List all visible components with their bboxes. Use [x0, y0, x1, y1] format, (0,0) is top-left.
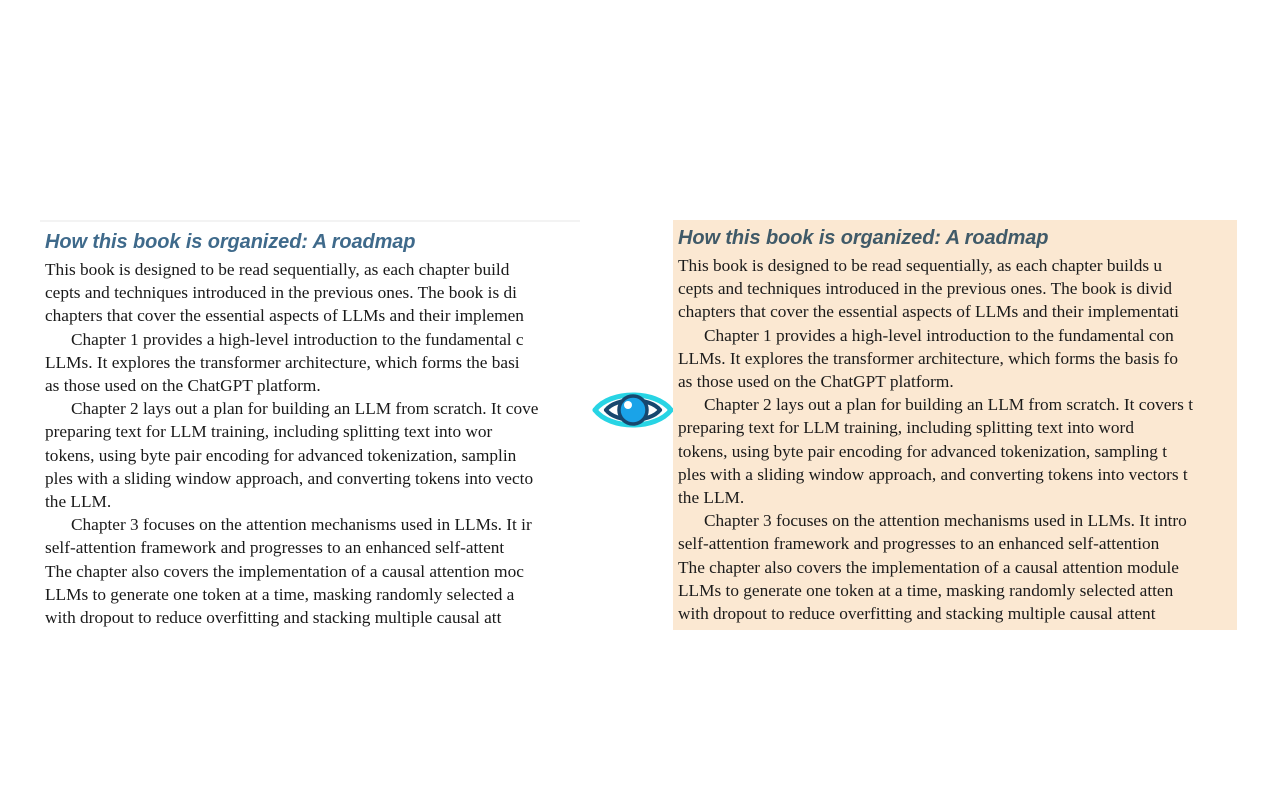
text-line: This book is designed to be read sequentially, as each chapter build	[45, 260, 510, 279]
text-line: chapters that cover the essential aspects of LLMs and their implementati	[678, 302, 1179, 322]
text-line: LLMs to generate one token at a time, masking randomly selected a	[45, 584, 515, 604]
text-line: preparing text for LLM training, including splitting text into word	[678, 418, 1134, 438]
text-line: as those used on the ChatGPT platform.	[45, 376, 321, 396]
text-line: Chapter 2 lays out a plan for building an LLM from scratch. It covers t	[704, 395, 1194, 415]
tinted-page-content	[678, 224, 1193, 625]
eye-highlight	[624, 401, 632, 409]
text-line: with dropout to reduce overfitting and stacking multiple causal att	[45, 608, 502, 628]
text-line: Chapter 3 focuses on the attention mechanisms used in LLMs. It ir	[71, 515, 532, 535]
original-page-content	[45, 228, 538, 629]
text-line: The chapter also covers the implementation of a causal attention moc	[45, 561, 524, 581]
text-line: ples with a sliding window approach, and converting tokens into vecto	[45, 468, 534, 488]
text-line: self-attention framework and progresses to an enhanced self-attention	[678, 534, 1160, 554]
text-line: self-attention framework and progresses to an enhanced self-attent	[45, 538, 505, 558]
text-line: tokens, using byte pair encoding for advanced tokenization, samplin	[45, 445, 517, 465]
text-line: The chapter also covers the implementation of a causal attention module	[678, 557, 1179, 577]
text-line: Chapter 3 focuses on the attention mechanisms used in LLMs. It intro	[704, 511, 1187, 531]
text-line: tokens, using byte pair encoding for advanced tokenization, sampling t	[678, 441, 1168, 461]
text-line: This book is designed to be read sequentially, as each chapter builds u	[678, 256, 1163, 275]
text-line: Chapter 1 provides a high-level introduction to the fundamental con	[704, 325, 1174, 345]
text-line: LLMs. It explores the transformer architecture, which forms the basi	[45, 352, 520, 372]
text-line: cepts and techniques introduced in the previous ones. The book is divid	[678, 279, 1173, 299]
text-line: chapters that cover the essential aspects of LLMs and their implemen	[45, 306, 524, 326]
text-line: the LLM.	[678, 488, 745, 508]
section-heading: How this book is organized: A roadmap	[678, 227, 1049, 249]
text-line: the LLM.	[45, 492, 112, 512]
text-line: as those used on the ChatGPT platform.	[678, 372, 954, 392]
eye-icon	[592, 385, 674, 435]
text-line: ples with a sliding window approach, and converting tokens into vectors t	[678, 464, 1188, 484]
text-line: preparing text for LLM training, including splitting text into wor	[45, 422, 493, 442]
tinted-page-panel	[673, 220, 1237, 630]
text-line: cepts and techniques introduced in the previous ones. The book is di	[45, 283, 517, 303]
text-line: Chapter 1 provides a high-level introduction to the fundamental c	[71, 329, 524, 349]
original-page-panel	[40, 220, 580, 630]
text-line: with dropout to reduce overfitting and stacking multiple causal attent	[678, 604, 1156, 624]
section-heading: How this book is organized: A roadmap	[45, 231, 416, 253]
text-line: LLMs. It explores the transformer architecture, which forms the basis fo	[678, 348, 1179, 368]
text-line: Chapter 2 lays out a plan for building an LLM from scratch. It cove	[71, 399, 539, 419]
text-line: LLMs to generate one token at a time, masking randomly selected atten	[678, 580, 1174, 600]
